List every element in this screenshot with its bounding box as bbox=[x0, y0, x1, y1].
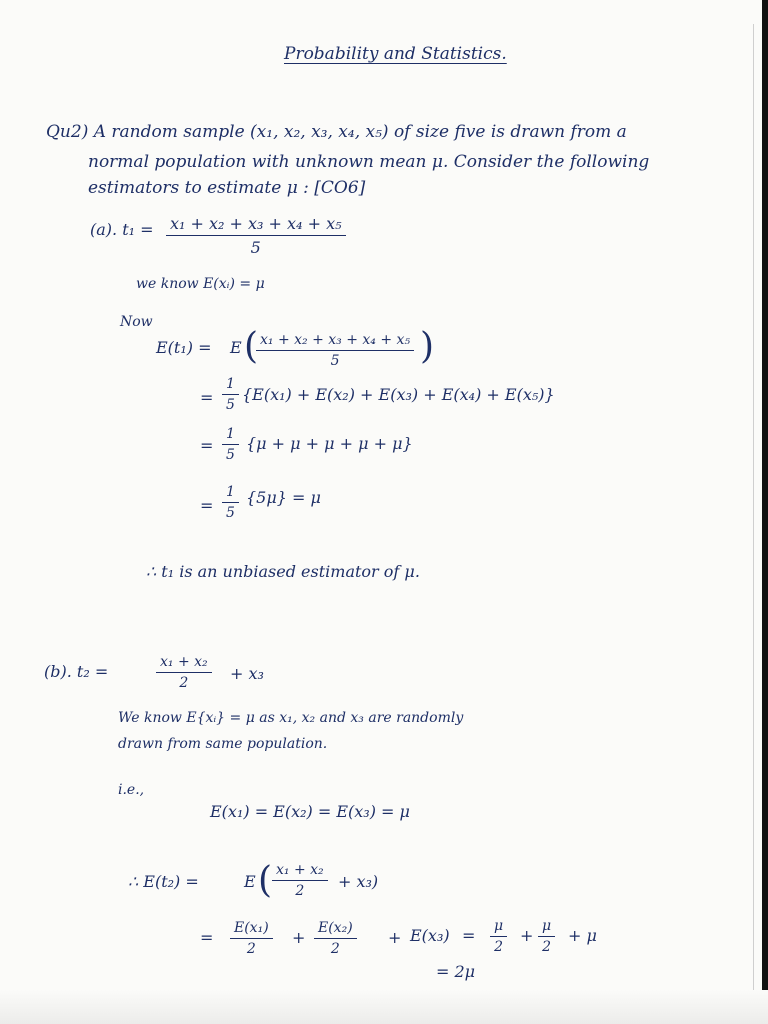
page-margin-line bbox=[753, 24, 754, 1004]
question-line-3: estimators to estimate μ : [CO6] bbox=[88, 178, 366, 198]
step1-fraction: $\frac{1}{5}$ bbox=[222, 376, 239, 413]
page-title: Probability and Statistics. bbox=[284, 44, 507, 64]
e-t2-operator: E bbox=[244, 872, 256, 891]
part-a-conclusion: ∴ t₁ is an unbiased estimator of μ. bbox=[146, 562, 420, 581]
e-t1-operator: E bbox=[230, 338, 242, 357]
we-know-statement: we know E(xᵢ) = μ bbox=[136, 276, 265, 292]
step3-expression: {5μ} = μ bbox=[246, 488, 321, 507]
e-x3: E(x₃) bbox=[410, 926, 450, 945]
e-t2-lhs: ∴ E(t₂) = bbox=[128, 872, 199, 891]
final-answer: = 2μ bbox=[436, 962, 476, 981]
step2-fraction: $\frac{1}{5}$ bbox=[222, 426, 239, 463]
plus-1: + bbox=[292, 928, 306, 947]
e-t1-denominator: 5 bbox=[330, 353, 340, 369]
t1-numerator: x₁ + x₂ + x₃ + x₄ + x₅ bbox=[166, 214, 346, 236]
e-t1-numerator: x₁ + x₂ + x₃ + x₄ + x₅ bbox=[256, 332, 414, 351]
left-paren-b: ( bbox=[258, 860, 273, 901]
page-edge-shadow bbox=[762, 0, 768, 1024]
final-step-equals: = bbox=[200, 928, 214, 947]
step1-expression: {E(x₁) + E(x₂) + E(x₃) + E(x₄) + E(x₅)} bbox=[242, 385, 555, 404]
t2-tail: + x₃ bbox=[230, 664, 264, 683]
step3-fraction: $\frac{1}{5}$ bbox=[222, 484, 239, 521]
t2-denominator: 2 bbox=[179, 675, 189, 691]
t2-definition-fraction bbox=[156, 654, 212, 691]
t1-definition-fraction bbox=[166, 214, 346, 257]
we-know-line-1: We know E{xᵢ} = μ as x₁, x₂ and x₃ are randomly bbox=[118, 710, 464, 726]
e-x2-over-2: $\frac{\text{E(x₂)}}{2}$ bbox=[314, 920, 357, 957]
page-bottom-shade bbox=[0, 990, 768, 1024]
step2-expression: {μ + μ + μ + μ + μ} bbox=[246, 434, 413, 453]
step3-equals: = bbox=[200, 496, 214, 515]
plus-mu: + μ bbox=[568, 926, 597, 945]
e-t2-fraction: $\frac{\text{x₁ + x₂}}{2}$ bbox=[272, 862, 328, 899]
now-label: Now bbox=[120, 314, 153, 330]
step1-equals: = bbox=[200, 388, 214, 407]
right-paren: ) bbox=[420, 326, 435, 367]
question-line-1: Qu2) A random sample (x₁, x₂, x₃, x₄, x₅) of size five is drawn from a bbox=[46, 122, 627, 142]
step2-equals: = bbox=[200, 436, 214, 455]
ie-label: i.e., bbox=[118, 782, 145, 798]
plus-3: + bbox=[520, 926, 534, 945]
we-know-line-2: drawn from same population. bbox=[118, 736, 328, 752]
e-x1-over-2: $\frac{\text{E(x₁)}}{2}$ bbox=[230, 920, 273, 957]
e-t1-fraction bbox=[256, 332, 414, 369]
e-t1-lhs: E(t₁) = bbox=[156, 338, 212, 357]
part-a-label: (a). t₁ = bbox=[90, 220, 154, 239]
equals-2: = bbox=[462, 926, 476, 945]
mu-over-2-b: $\frac{\mu}{2}$ bbox=[538, 918, 555, 955]
question-line-2: normal population with unknown mean μ. Consider the following bbox=[88, 152, 650, 172]
mu-over-2-a: $\frac{\mu}{2}$ bbox=[490, 918, 507, 955]
t2-numerator: x₁ + x₂ bbox=[156, 654, 212, 673]
part-b-label: (b). t₂ = bbox=[44, 662, 109, 681]
left-paren: ( bbox=[244, 326, 259, 367]
t1-denominator: 5 bbox=[250, 238, 261, 257]
equal-expectations: E(x₁) = E(x₂) = E(x₃) = μ bbox=[210, 802, 410, 821]
e-t2-tail: + x₃) bbox=[338, 872, 379, 891]
plus-2: + bbox=[388, 928, 402, 947]
